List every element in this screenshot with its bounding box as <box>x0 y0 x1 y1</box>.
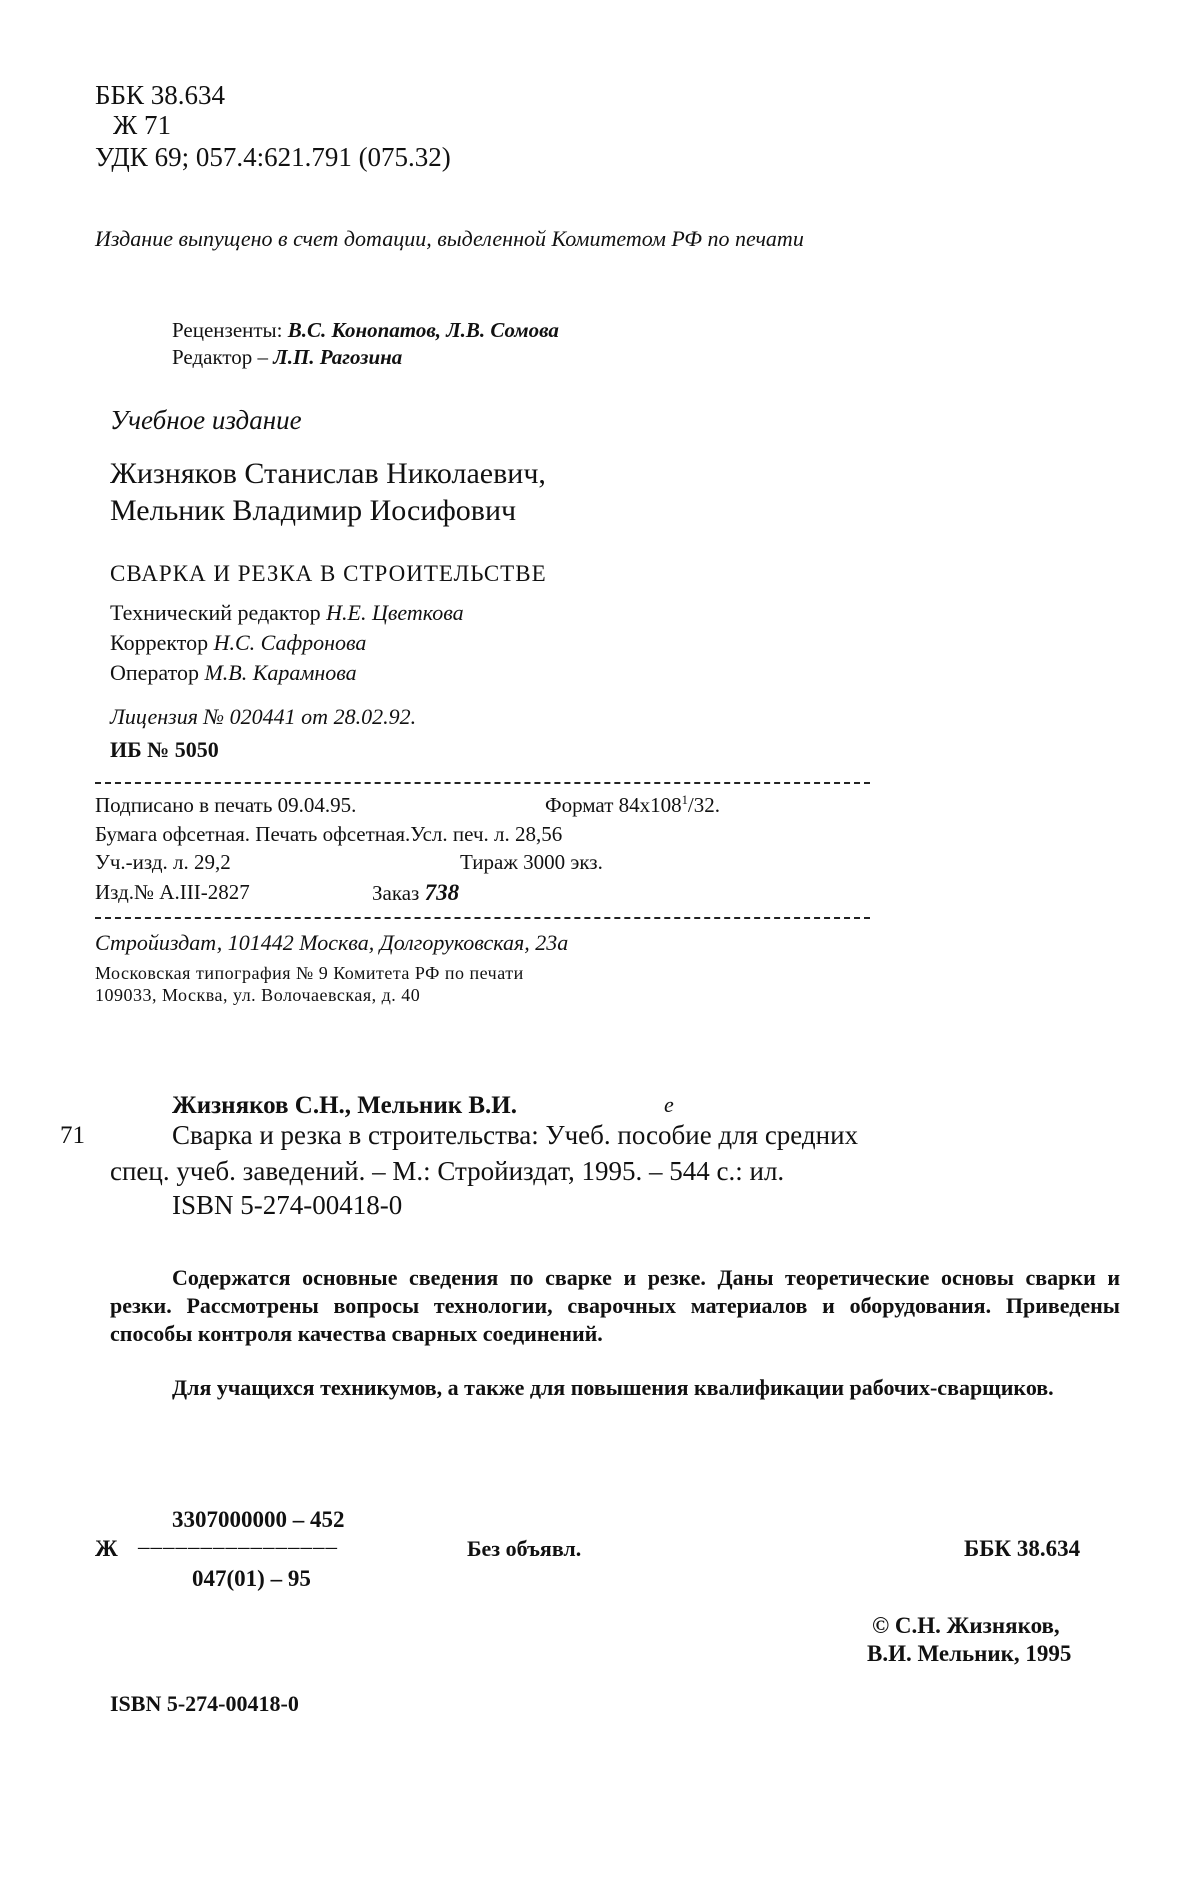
printing-house-line-1: Московская типография № 9 Комитета РФ по печати <box>95 963 524 983</box>
reviewers-names: В.С. Конопатов, Л.В. Сомова <box>287 318 559 342</box>
license-line: Лицензия № 020441 от 28.02.92. <box>110 704 417 729</box>
tirazh-line: Тираж 3000 экз. <box>460 850 603 874</box>
uch-izd-line: Уч.-изд. л. 29,2 <box>95 850 231 874</box>
editor-line <box>172 345 402 370</box>
editor-label: Редактор – <box>172 345 269 369</box>
staff-name: Н.С. Сафронова <box>213 630 367 655</box>
zakaz-value: 738 <box>424 880 460 905</box>
staff-operator <box>110 660 357 686</box>
staff-corrector <box>110 630 366 656</box>
catalog-margin-mark: 71 <box>60 1122 85 1149</box>
edition-type: Учебное издание <box>110 405 302 435</box>
editor-name: Л.П. Рагозина <box>273 345 403 369</box>
format-label: Формат 84х108 <box>545 793 682 817</box>
catalog-authors: Жизняков С.Н., Мельник В.И. <box>172 1092 517 1119</box>
ib-number: ИБ № 5050 <box>110 737 219 762</box>
paper-line: Бумага офсетная. Печать офсетная.Усл. печ. л. 28,56 <box>95 822 563 846</box>
staff-role: Корректор <box>110 630 209 655</box>
zakaz-label: Заказ <box>372 881 420 905</box>
divider-top <box>95 782 870 784</box>
book-title: СВАРКА И РЕЗКА В СТРОИТЕЛЬСТВЕ <box>110 561 547 586</box>
udk-code: УДК 69; 057.4:621.791 (075.32) <box>95 142 451 172</box>
catalog-line-1: Сварка и резка в строительства: Учеб. пособие для средних <box>172 1120 859 1150</box>
format-line <box>545 793 720 818</box>
staff-name: М.В. Карамнова <box>204 660 357 685</box>
bbk-code: ББК 38.634 <box>95 80 226 110</box>
catalog-line-2: спец. учеб. заведений. – М.: Стройиздат, 1995. – 544 с.: ил. <box>110 1156 785 1186</box>
zakaz-line <box>372 880 459 906</box>
index-code-note: Без объявл. <box>467 1536 582 1561</box>
copyright-line-1: © С.Н. Жизняков, <box>872 1613 1060 1638</box>
index-code-letter: Ж <box>95 1536 118 1561</box>
publisher-line: Стройиздат, 101442 Москва, Долгоруковская, 23а <box>95 930 569 955</box>
abstract-paragraph-1 <box>110 1264 1120 1348</box>
staff-tech-editor <box>110 600 464 626</box>
subsidy-note: Издание выпущено в счет дотации, выделенной Комитетом РФ по печати <box>95 226 804 251</box>
index-code-bbk: ББК 38.634 <box>964 1536 1081 1561</box>
staff-name: Н.Е. Цветкова <box>326 600 464 625</box>
index-code-dashes: –––––––––––––––– <box>138 1534 338 1559</box>
printing-house-line-2: 109033, Москва, ул. Волочаевская, д. 40 <box>95 985 421 1005</box>
author-mark: Ж 71 <box>113 110 171 140</box>
authors-line-1: Жизняков Станислав Николаевич, <box>110 457 546 490</box>
authors-line-2: Мельник Владимир Иосифович <box>110 494 517 527</box>
abstract-paragraph-2 <box>110 1374 1120 1402</box>
format-tail: /32. <box>687 793 721 817</box>
format-superscript: 1 <box>681 793 688 807</box>
reviewers-line <box>172 318 559 343</box>
abstract-text-2: Для учащихся техникумов, а также для повышения квалификации рабочих-сварщиков. <box>172 1375 1054 1400</box>
handwritten-mark: е <box>664 1092 674 1117</box>
index-code-bottom: 047(01) – 95 <box>192 1566 311 1591</box>
catalog-isbn: ISBN 5-274-00418-0 <box>172 1190 403 1220</box>
copyright-line-2: В.И. Мельник, 1995 <box>867 1641 1072 1666</box>
isbn-bottom: ISBN 5-274-00418-0 <box>110 1691 299 1716</box>
izd-no-line: Изд.№ А.III-2827 <box>95 880 250 904</box>
staff-role: Оператор <box>110 660 199 685</box>
staff-role: Технический редактор <box>110 600 321 625</box>
index-code-top: 3307000000 – 452 <box>172 1507 345 1532</box>
divider-bottom <box>95 917 870 919</box>
signed-line: Подписано в печать 09.04.95. <box>95 793 357 817</box>
reviewers-label: Рецензенты: <box>172 318 283 342</box>
abstract-text-1: Содержатся основные сведения по сварке и резке. Даны теоретические основы сварки и резки. Рассмотрены вопросы технологии, сварочных материалов и оборудования. Приведены способы контроля качества сварных соединений. <box>110 1265 1120 1346</box>
